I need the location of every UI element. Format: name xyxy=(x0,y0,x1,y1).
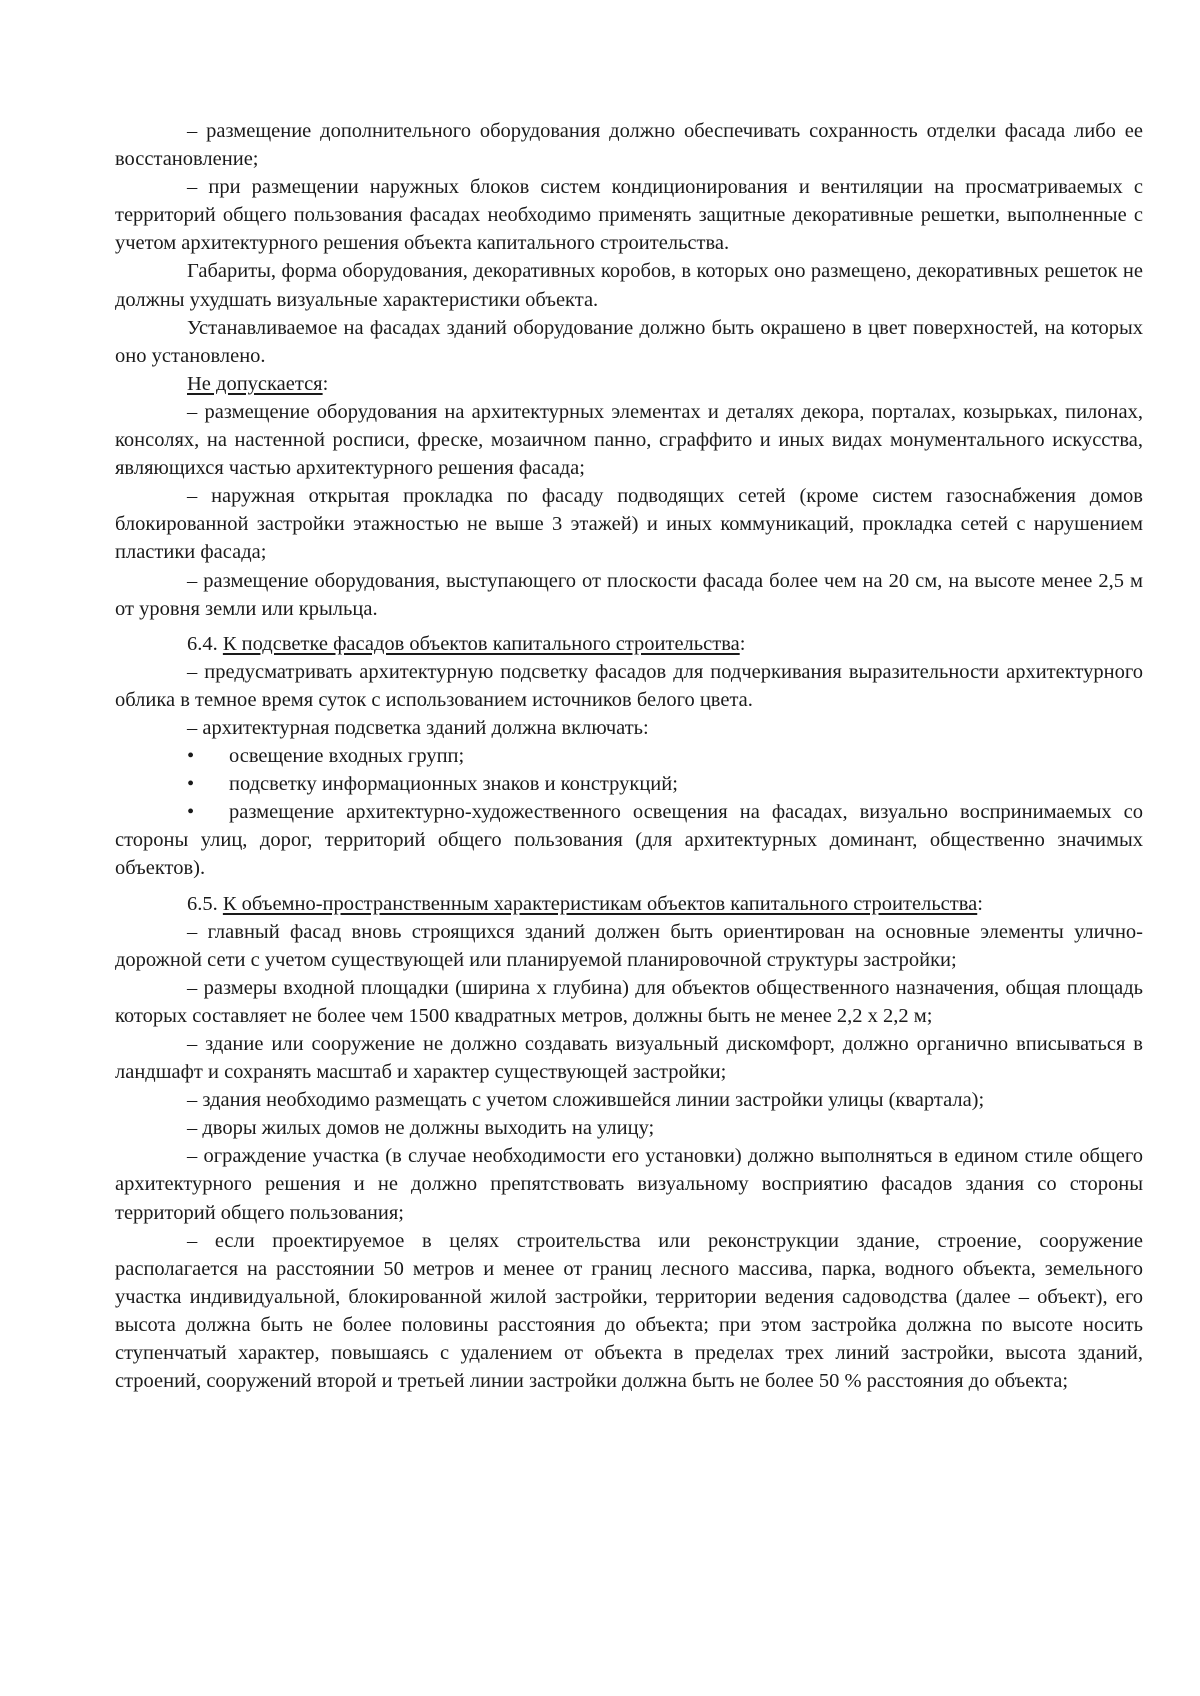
bullet-text: подсветку информационных знаков и конструкций; xyxy=(229,773,678,796)
section-title: К подсветке фасадов объектов капитального строительства xyxy=(222,632,740,655)
paragraph: – при размещении наружных блоков систем кондиционирования и вентиляции на просматриваемых с территорий общего пользования фасадах необходимо применять защитные декоративные решетки, выполненные с учетом архитектурного решения объекта капитального строительства. xyxy=(115,176,1143,255)
document-page xyxy=(115,117,1143,1395)
section-number: 6.4. xyxy=(187,632,223,655)
heading-colon: : xyxy=(322,372,329,395)
bullet-icon: • xyxy=(187,801,195,824)
paragraph: – здания необходимо размещать с учетом сложившейся линии застройки улицы (квартала); xyxy=(187,1089,985,1112)
paragraph: – архитектурная подсветка зданий должна включать: xyxy=(187,716,649,739)
paragraph: – ограждение участка (в случае необходимости его установки) должно выполняться в едином стиле общего архитектурного решения и не должно препятствовать визуальному восприятию фасадов здания со стороны территорий общего пользования; xyxy=(115,1145,1143,1224)
bullet-item xyxy=(115,798,1143,882)
section-6-5-heading xyxy=(115,890,1143,918)
bullet-icon: • xyxy=(187,745,195,768)
section-6-4-heading xyxy=(115,630,1143,658)
paragraph: – наружная открытая прокладка по фасаду подводящих сетей (кроме систем газоснабжения домов блокированной застройки этажностью не выше 3 этажей) и иных коммуникаций, прокладка сетей с нарушением пластики фасада; xyxy=(115,485,1143,564)
section-title: К объемно-пространственным характеристикам объектов капитального строительства xyxy=(222,892,978,915)
paragraph: – главный фасад вновь строящихся зданий должен быть ориентирован на основные элементы улично-дорожной сети с учетом существующей или планируемой планировочной структуры застройки; xyxy=(115,920,1143,971)
not-allowed-heading xyxy=(115,370,1143,398)
bullet-icon: • xyxy=(187,773,195,796)
paragraph: – если проектируемое в целях строительства или реконструкции здание, строение, сооружение располагается на расстоянии 50 метров и менее от границ лесного массива, парка, водного объекта, земельного участка индивидуальной, блокированной жилой застройки, территории ведения садоводства (далее – объект), его высота должна быть не более половины расстояния до объекта; при этом застройка должна по высоте носить ступенчатый характер, повышаясь с удалением от объекта в пределах трех линий застройки, высота зданий, строений, сооружений второй и третьей линии застройки должна быть не более 50 % расстояния до объекта; xyxy=(115,1229,1143,1393)
paragraph: – здание или сооружение не должно создавать визуальный дискомфорт, должно органично вписываться в ландшафт и сохранять масштаб и характер существующей застройки; xyxy=(115,1033,1143,1084)
paragraph: – размещение дополнительного оборудования должно обеспечивать сохранность отделки фасада либо ее восстановление; xyxy=(115,120,1143,171)
paragraph: Устанавливаемое на фасадах зданий оборудование должно быть окрашено в цвет поверхностей, на которых оно установлено. xyxy=(115,316,1143,367)
heading-colon: : xyxy=(977,892,983,915)
bullet-item xyxy=(115,770,1143,798)
paragraph: Габариты, форма оборудования, декоративных коробов, в которых оно размещено, декоративных решеток не должны ухудшать визуальные характеристики объекта. xyxy=(115,260,1143,311)
section-number: 6.5. xyxy=(187,892,223,915)
bullet-item xyxy=(115,742,1143,770)
paragraph: – предусматривать архитектурную подсветку фасадов для подчеркивания выразительности архитектурного облика в темное время суток с использованием источников белого цвета. xyxy=(115,660,1143,711)
not-allowed-label: Не допускается xyxy=(187,372,323,395)
bullet-text: размещение архитектурно-художественного освещения на фасадах, визуально воспринимаемых со стороны улиц, дорог, территорий общего пользования (для архитектурных доминант, общественно значимых объектов). xyxy=(115,801,1143,880)
paragraph: – размеры входной площадки (ширина х глубина) для объектов общественного назначения, общая площадь которых составляет не более чем 1500 квадратных метров, должны быть не менее 2,2 х 2,2 м; xyxy=(115,976,1143,1027)
paragraph: – дворы жилых домов не должны выходить на улицу; xyxy=(187,1117,655,1140)
bullet-text: освещение входных групп; xyxy=(229,745,465,768)
paragraph: – размещение оборудования, выступающего от плоскости фасада более чем на 20 см, на высоте менее 2,5 м от уровня земли или крыльца. xyxy=(115,569,1143,620)
heading-colon: : xyxy=(739,632,746,655)
paragraph: – размещение оборудования на архитектурных элементах и деталях декора, порталах, козырьках, пилонах, консолях, на настенной росписи, фреске, мозаичном панно, сграффито и иных видах монументального искусства, являющихся частью архитектурного решения фасада; xyxy=(115,400,1143,480)
